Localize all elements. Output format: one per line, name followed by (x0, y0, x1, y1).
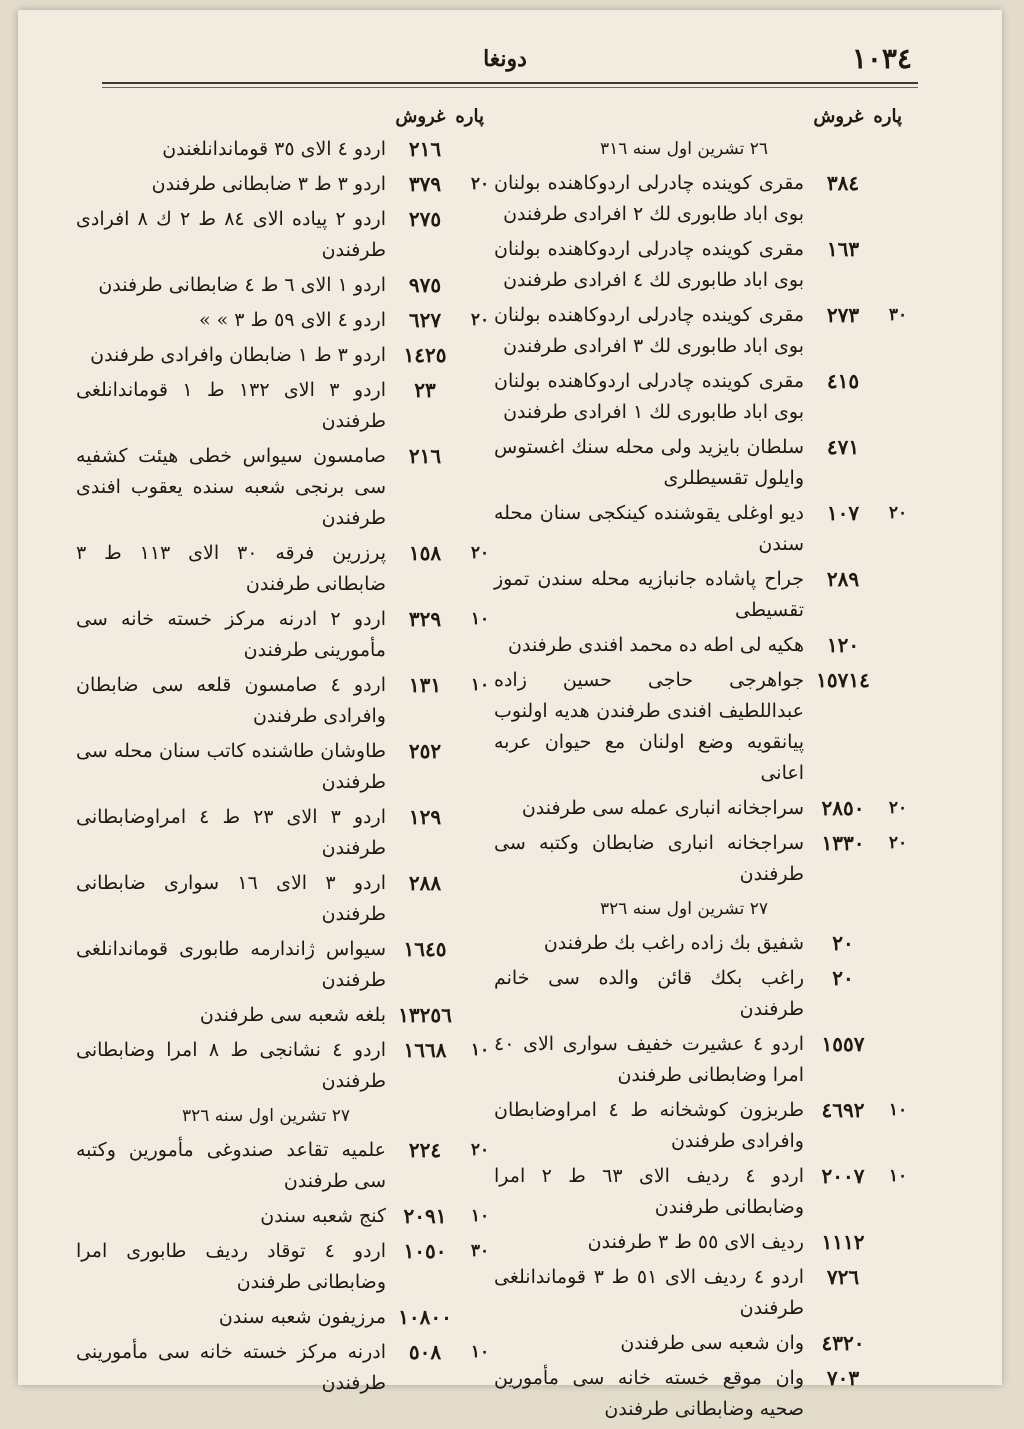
ledger-entry (494, 1095, 914, 1157)
entry-description: اردو ٣ الاى ١٦ سوارى ضابطانى طرفندن (76, 872, 386, 925)
ledger-entry (76, 1201, 496, 1232)
entry-description: سيواس ژاندارمه طابورى قوماندانلغى طرفندن (76, 938, 386, 991)
ghurush-amount: ٣٧٩ (408, 172, 442, 196)
ledger-entry (76, 1135, 496, 1197)
column-header (76, 100, 496, 134)
ghurush-amount: ٢٠ (832, 931, 854, 955)
ledger-entry (494, 928, 914, 959)
ghurush-amount: ١٢٩ (408, 805, 442, 829)
para-amount: ٢٠ (470, 543, 490, 563)
ledger-entry (494, 793, 914, 824)
ghurush-amount: ٢٣ (414, 378, 436, 402)
ghurush-amount: ١٢٠ (826, 633, 860, 657)
ledger-entry (494, 665, 914, 789)
ghurush-header: غروش (813, 106, 864, 127)
entry-description: اردو ٣ ط ١ ضابطان وافرادى طرفندن (90, 344, 386, 366)
ledger-page (18, 10, 1002, 1420)
ledger-entry (76, 204, 496, 266)
ledger-entry (76, 375, 496, 437)
entry-description: اردو ٤ عشيرت خفيف سوارى الاى ٤٠ امرا وضابطانى طرفندن (494, 1033, 804, 1086)
entry-description: اردو ١ الاى ٦ ط ٤ ضابطانى طرفندن (98, 274, 386, 296)
ghurush-amount: ٢١٦ (408, 444, 442, 468)
entry-description: اردو ٤ نشانجى ط ٨ امرا وضابطانى طرفندن (76, 1039, 386, 1092)
ghurush-amount: ٥٠٨ (408, 1340, 442, 1364)
entry-description: وان شعبه سى طرفندن (620, 1332, 804, 1354)
para-amount: ١٠ (470, 1040, 490, 1060)
ledger-entry (76, 1000, 496, 1031)
para-amount: ٢٠ (470, 310, 490, 330)
ledger-entry (76, 340, 496, 371)
entry-description: جواهرجى حاجى حسين زاده عبداللطيف افندى طرفندن هديه اولنوب پيانقويه وضع اولنان مع حيوان عربه اعانى (494, 669, 804, 784)
entry-description: مقرى كوينده چادرلى اردوكاهنده بولنان بوى اباد طابورى لك ٢ افرادى طرفندن (494, 172, 804, 225)
para-header: پاره (455, 106, 484, 127)
para-amount: ١٠ (470, 1206, 490, 1226)
ledger-entry (494, 630, 914, 661)
entry-description: وان موقع خسته خانه سى مأمورين صحيه وضابطانى طرفندن (494, 1367, 804, 1420)
left-column (76, 100, 496, 1403)
running-title: دونغا (483, 46, 527, 72)
entry-description: جراح پاشاده جانبازيه محله سندن تموز تقسيطى (494, 568, 804, 621)
ledger-entry (494, 564, 914, 626)
ghurush-amount: ١٣١ (408, 673, 442, 697)
column-header (494, 100, 914, 134)
page-header (98, 42, 912, 82)
ghurush-amount: ١٣٣٠ (821, 831, 865, 855)
ghurush-amount: ٢٠ (832, 966, 854, 990)
para-amount: ٢٠ (888, 833, 908, 853)
ghurush-amount: ١٦٣ (826, 237, 860, 261)
date-heading: ٢٧ تشرين اول سنه ٣٢٦ (181, 1106, 350, 1126)
ledger-entry (76, 1302, 496, 1333)
ledger-entry (494, 1161, 914, 1223)
ledger-entry (76, 1337, 496, 1399)
ghurush-amount: ٤٦٩٢ (821, 1098, 865, 1122)
ledger-entry (494, 1029, 914, 1091)
ghurush-amount: ٢٧٣ (826, 303, 860, 327)
entry-description: مقرى كوينده چادرلى اردوكاهنده بولنان بوى اباد طابورى لك ١ افرادى طرفندن (494, 370, 804, 423)
ghurush-amount: ٢٠٩١ (403, 1204, 447, 1228)
ghurush-amount: ١٠٥٠ (403, 1239, 447, 1263)
ghurush-amount: ١١١٢ (821, 1230, 865, 1254)
entry-description: اردو ٤ الاى ٥٩ ط ٣ » » (198, 309, 386, 331)
ledger-entry (494, 432, 914, 494)
ledger-entry (494, 1328, 914, 1359)
entry-description: اردو ٤ توقاد رديف طابورى امرا وضابطانى طرفندن (76, 1240, 386, 1293)
ledger-entry (494, 1262, 914, 1324)
para-amount: ١٠ (470, 675, 490, 695)
ledger-entry (76, 1035, 496, 1097)
ledger-entry (494, 1227, 914, 1258)
ledger-entry (76, 538, 496, 600)
entry-description: اردو ٣ ط ٣ ضابطانى طرفندن (151, 173, 386, 195)
entry-description: رديف الاى ٥٥ ط ٣ طرفندن (587, 1231, 804, 1253)
ledger-entry (494, 498, 914, 560)
para-amount: ٢٠ (470, 174, 490, 194)
ledger-entry (76, 134, 496, 165)
page-number: ١٠٣٤ (851, 42, 912, 75)
ghurush-amount: ٤٣٢٠ (821, 1331, 865, 1355)
entry-description: اردو ٤ الاى ٣٥ قوماندانلغندن (162, 138, 386, 160)
ghurush-amount: ٢٧٥ (408, 207, 442, 231)
ghurush-amount: ٤٧١ (826, 435, 860, 459)
ghurush-amount: ٢٨٨ (408, 871, 442, 895)
ghurush-amount: ٢٢٤ (408, 1138, 442, 1162)
para-amount: ١٠ (888, 1100, 908, 1120)
ledger-entry (494, 168, 914, 230)
ghurush-amount: ٧٢٦ (826, 1265, 860, 1289)
ghurush-amount: ١٥٨ (408, 541, 442, 565)
entry-description: صامسون سيواس خطى هيئت كشفيه سى برنجى شعبه سنده يعقوب افندى طرفندن (76, 445, 386, 529)
date-heading: ٢٦ تشرين اول سنه ٣١٦ (599, 139, 768, 159)
entry-description: ادرنه مركز خسته خانه سى مأمورينى طرفندن (76, 1341, 386, 1394)
ledger-entry (76, 270, 496, 301)
entry-description: اردو ٣ الاى ٢٣ ط ٤ امراوضابطانى طرفندن (76, 806, 386, 859)
ghurush-amount: ٣٨٤ (826, 171, 860, 195)
header-rule (102, 82, 918, 86)
ledger-entry (76, 169, 496, 200)
ghurush-header: غروش (395, 106, 446, 127)
para-amount: ٢٠ (470, 1140, 490, 1160)
right-column-entries (494, 134, 914, 1425)
ledger-entry (494, 366, 914, 428)
ghurush-amount: ٢٥٢ (408, 739, 442, 763)
entry-description: اردو ٤ صامسون قلعه سى ضابطان وافرادى طرفندن (76, 674, 386, 727)
para-amount: ١٠ (470, 609, 490, 629)
ghurush-amount: ١٦٦٨ (403, 1038, 447, 1062)
ledger-entry (76, 305, 496, 336)
ghurush-amount: ٧٠٣ (826, 1366, 860, 1390)
ledger-entry (494, 234, 914, 296)
right-column (494, 100, 914, 1429)
ghurush-amount: ٢٨٥٠ (821, 796, 865, 820)
ledger-entry (76, 604, 496, 666)
ledger-entry (76, 736, 496, 798)
date-heading: ٢٧ تشرين اول سنه ٣٢٦ (599, 899, 768, 919)
ghurush-amount: ١٤٢٥ (403, 343, 447, 367)
para-amount: ٣٠ (470, 1241, 490, 1261)
entry-description: مقرى كوينده چادرلى اردوكاهنده بولنان بوى اباد طابورى لك ٣ افرادى طرفندن (494, 304, 804, 357)
entry-description: هكيه لى اطه ده محمد افندى طرفندن (508, 634, 804, 656)
ghurush-amount: ١٣٢٥٦ (398, 1003, 452, 1027)
ghurush-amount: ٢١٦ (408, 137, 442, 161)
entry-description: مقرى كوينده چادرلى اردوكاهنده بولنان بوى اباد طابورى لك ٤ افرادى طرفندن (494, 238, 804, 291)
ghurush-amount: ١٥٧١٤ (816, 668, 870, 692)
ledger-entry (494, 828, 914, 890)
ledger-entry (76, 802, 496, 864)
ghurush-amount: ٤١٥ (826, 369, 860, 393)
entry-description: علميه تقاعد صندوغى مأمورين وكتبه سى طرفندن (76, 1139, 386, 1192)
entry-description: اردو ٣ الاى ١٣٢ ط ١ قوماندانلغى طرفندن (76, 379, 386, 432)
entry-description: سراجخانه انبارى ضابطان وكتبه سى طرفندن (494, 832, 804, 885)
ghurush-amount: ١٠٨٠٠ (398, 1305, 452, 1329)
ledger-entry (76, 868, 496, 930)
para-header: پاره (873, 106, 902, 127)
ledger-entry (76, 1236, 496, 1298)
entry-description: كنج شعبه سندن (260, 1205, 386, 1227)
entry-description: اردو ٤ رديف الاى ٥١ ط ٣ قوماندانلغى طرفندن (494, 1266, 804, 1319)
ledger-entry (494, 963, 914, 1025)
entry-description: ديو اوغلى يقوشنده كينكجى سنان محله سندن (494, 502, 804, 555)
entry-description: طاوشان طاشنده كاتب سنان محله سى طرفندن (76, 740, 386, 793)
entry-description: سلطان بايزيد ولى محله سنك اغستوس وايلول تقسيطلرى (494, 436, 804, 489)
entry-description: راغب بكك قائن والده سى خانم طرفندن (494, 967, 804, 1020)
left-column-entries (76, 134, 496, 1399)
entry-description: طربزون كوشخانه ط ٤ امراوضابطان وافرادى طرفندن (494, 1099, 804, 1152)
para-amount: ١٠ (888, 1166, 908, 1186)
ghurush-amount: ٦٢٧ (408, 308, 442, 332)
ghurush-amount: ٣٢٩ (408, 607, 442, 631)
ghurush-amount: ٢٠٠٧ (821, 1164, 865, 1188)
entry-description: اردو ٢ ادرنه مركز خسته خانه سى مأمورينى طرفندن (76, 608, 386, 661)
ghurush-amount: ١٠٧ (826, 501, 860, 525)
entry-description: شفيق بك زاده راغب بك طرفندن (543, 932, 804, 954)
entry-description: سراجخانه انبارى عمله سى طرفندن (521, 797, 804, 819)
para-amount: ٣٠ (888, 305, 908, 325)
ledger-entry (76, 670, 496, 732)
entry-description: بلغه شعبه سى طرفندن (199, 1004, 386, 1026)
ledger-entry (494, 300, 914, 362)
entry-description: مرزيفون شعبه سندن (218, 1306, 386, 1328)
entry-description: اردو ٤ رديف الاى ٦٣ ط ٢ امرا وضابطانى طرفندن (494, 1165, 805, 1218)
entry-description: اردو ٢ پياده الاى ٨٤ ط ٢ ك ٨ افرادى طرفندن (76, 208, 386, 261)
para-amount: ٢٠ (888, 798, 908, 818)
ledger-entry (494, 1363, 914, 1425)
para-amount: ١٠ (470, 1342, 490, 1362)
ledger-entry (76, 441, 496, 534)
ghurush-amount: ١٦٤٥ (403, 937, 447, 961)
ghurush-amount: ٢٨٩ (826, 567, 860, 591)
ghurush-amount: ٩٧٥ (408, 273, 442, 297)
para-amount: ٢٠ (888, 503, 908, 523)
ghurush-amount: ١٥٥٧ (821, 1032, 865, 1056)
ledger-entry (76, 934, 496, 996)
entry-description: پرزرين فرقه ٣٠ الاى ١١٣ ط ٣ ضابطانى طرفندن (76, 542, 386, 595)
